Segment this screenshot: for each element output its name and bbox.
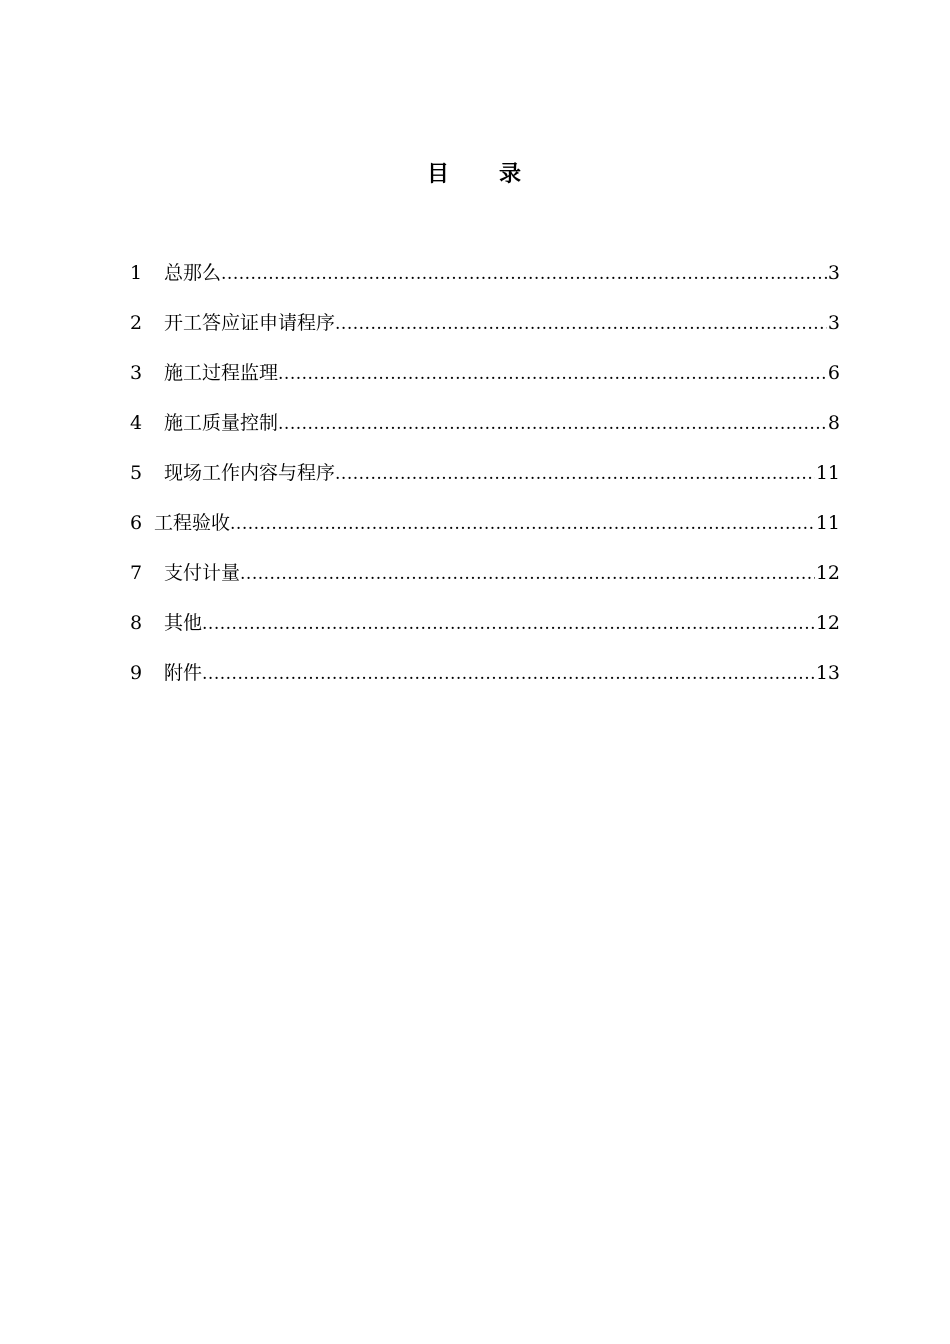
- toc-entry-title: 施工质量控制: [164, 412, 279, 434]
- toc-entry-page: 11: [815, 462, 840, 484]
- toc-entry-title: 工程验收: [154, 512, 231, 534]
- toc-entry-page: 11: [815, 512, 840, 534]
- toc-entry-title: 施工过程监理: [164, 362, 279, 384]
- toc-entry[interactable]: [130, 358, 840, 408]
- toc-entry-page: 13: [815, 662, 840, 684]
- toc-entry-page: 3: [827, 262, 840, 284]
- toc-dot-leader: [278, 359, 827, 389]
- toc-entry-title: 总那么: [164, 262, 222, 284]
- toc-entry[interactable]: [130, 658, 840, 708]
- toc-entry-page: 3: [827, 312, 840, 334]
- toc-entry-title: 开工答应证申请程序: [164, 312, 336, 334]
- toc-entry-number: 4: [130, 412, 143, 434]
- toc-dot-leader: [221, 259, 827, 289]
- toc-entry-page: 6: [827, 362, 840, 384]
- toc-dot-leader: [240, 559, 815, 589]
- toc-entry[interactable]: [130, 258, 840, 308]
- toc-entry-number: 6: [130, 512, 143, 534]
- toc-entry-page: 12: [815, 562, 840, 584]
- toc-entry-title: 支付计量: [164, 562, 241, 584]
- toc-dot-leader: [202, 659, 815, 689]
- toc-entry[interactable]: [130, 308, 840, 358]
- toc-entry-number: 3: [130, 362, 143, 384]
- toc-entry[interactable]: [130, 508, 840, 558]
- toc-entry-number: 1: [130, 262, 143, 284]
- toc-entry-title: 现场工作内容与程序: [164, 462, 336, 484]
- toc-dot-leader: [335, 459, 815, 489]
- toc-title: 目 录: [426, 162, 523, 187]
- toc-entry[interactable]: [130, 558, 840, 608]
- toc-entry-title: 其他: [164, 612, 203, 634]
- toc-entry-page: 8: [827, 412, 840, 434]
- toc-list: [130, 258, 840, 708]
- toc-dot-leader: [335, 309, 827, 339]
- toc-entry-number: 2: [130, 312, 143, 334]
- toc-entry-page: 12: [815, 612, 840, 634]
- toc-entry[interactable]: [130, 608, 840, 658]
- toc-dot-leader: [230, 509, 815, 539]
- toc-entry-number: 5: [130, 462, 143, 484]
- toc-entry[interactable]: [130, 458, 840, 508]
- toc-entry-number: 9: [130, 662, 143, 684]
- toc-entry[interactable]: [130, 408, 840, 458]
- toc-entry-number: 7: [130, 562, 143, 584]
- toc-entry-title: 附件: [164, 662, 203, 684]
- toc-dot-leader: [202, 609, 815, 639]
- toc-dot-leader: [278, 409, 827, 439]
- toc-entry-number: 8: [130, 612, 143, 634]
